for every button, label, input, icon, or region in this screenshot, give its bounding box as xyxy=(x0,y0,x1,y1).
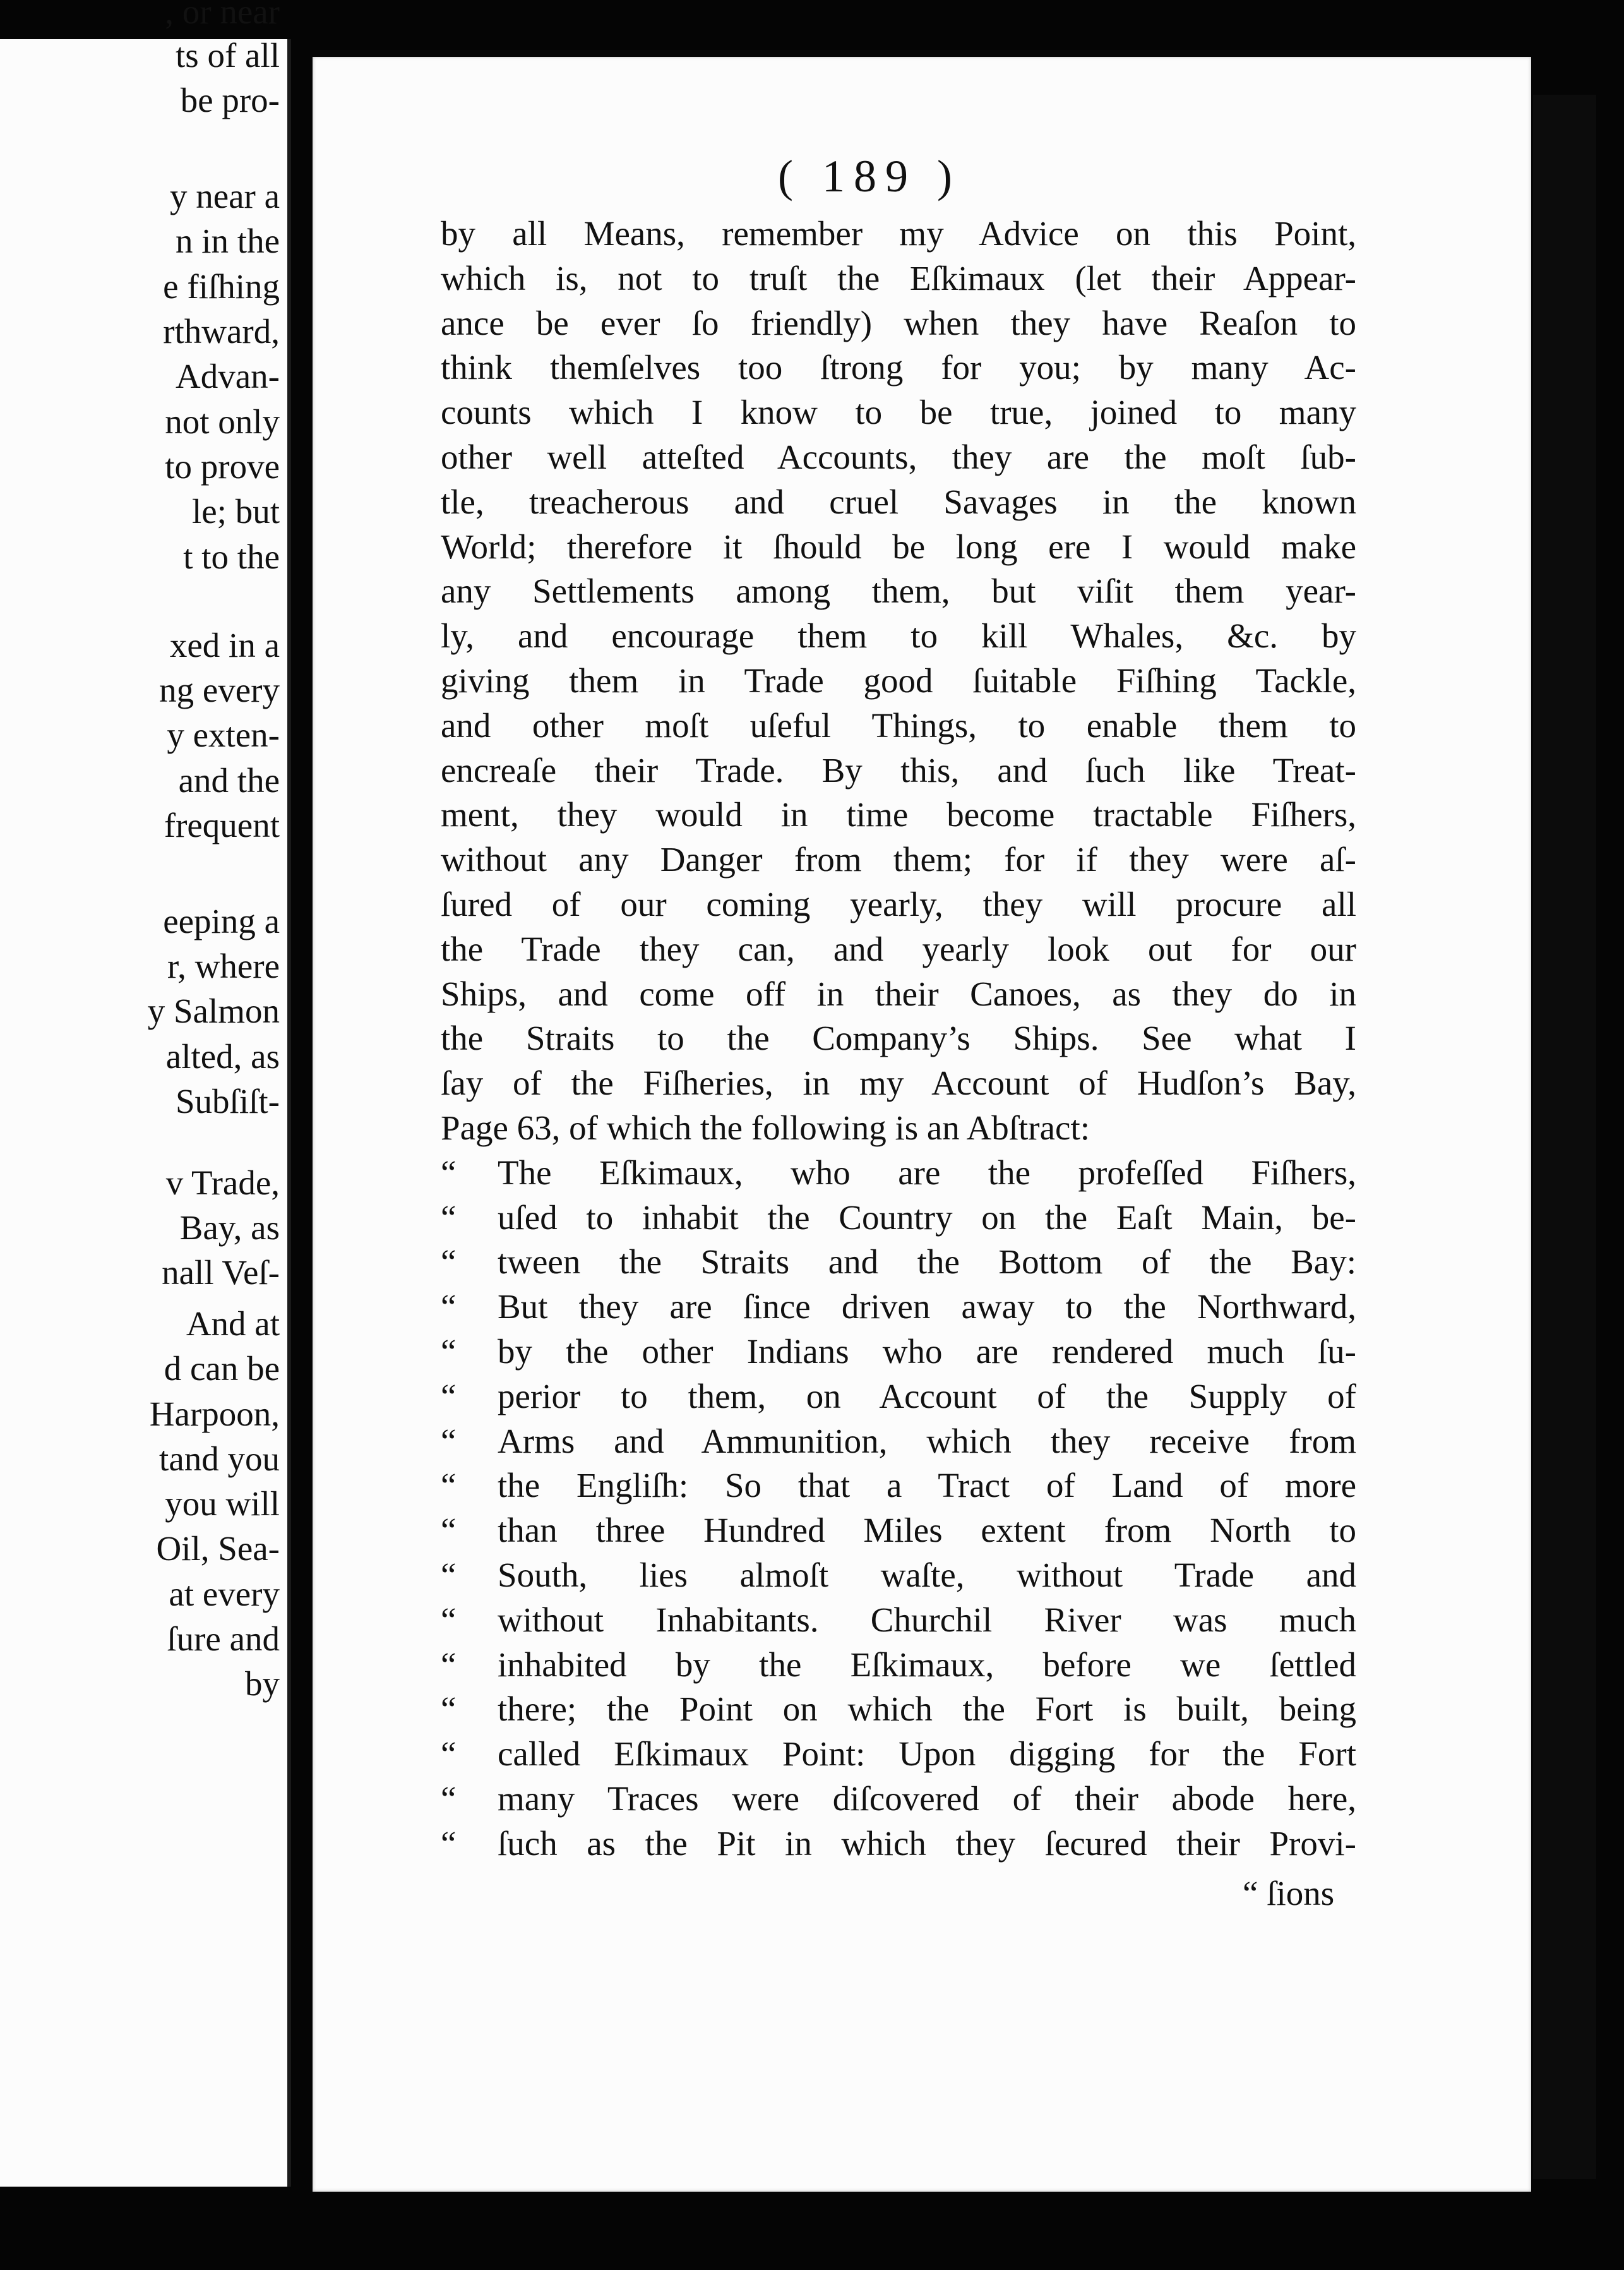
catchword: “ ſions xyxy=(1243,1874,1335,1913)
left-page-line: , or near xyxy=(165,0,280,31)
text-line xyxy=(441,301,1356,346)
line-text: ſuch as the Pit in which they ſecured their Provi- xyxy=(498,1823,1356,1863)
left-page-line: e fiſhing xyxy=(163,267,280,306)
line-text: there; the Point on which the Fort is built, being xyxy=(498,1690,1356,1729)
text-line xyxy=(441,480,1356,525)
text-line xyxy=(441,748,1356,793)
left-page-line: ſure and xyxy=(167,1619,280,1658)
left-page-line: Advan- xyxy=(176,357,280,396)
quoted-text-line xyxy=(441,1240,1356,1285)
quotation-mark: “ xyxy=(441,1823,457,1863)
left-page-line: be pro- xyxy=(180,81,280,120)
left-page-line: y near a xyxy=(169,177,280,216)
left-page-line: rthward, xyxy=(163,312,280,351)
text-line xyxy=(441,525,1356,570)
quotation-mark: “ xyxy=(441,1600,457,1639)
left-page-line: le; but xyxy=(191,492,280,531)
left-page-line: ts of all xyxy=(176,36,280,75)
left-page-line: tand you xyxy=(159,1439,280,1478)
line-text: uſed to inhabit the Country on the Eaſt Main, be- xyxy=(498,1198,1356,1237)
left-page-line: r, where xyxy=(167,947,280,986)
line-text: the Trade they can, and yearly look out for our xyxy=(441,929,1356,968)
line-text: ment, they would in time become tractable Fiſhers, xyxy=(441,795,1356,834)
text-line xyxy=(441,614,1356,659)
text-line xyxy=(441,972,1356,1017)
quotation-mark: “ xyxy=(441,1376,457,1415)
left-page-line: by xyxy=(245,1664,280,1703)
quotation-mark: “ xyxy=(441,1779,457,1818)
line-text: counts which I know to be true, joined to many xyxy=(441,393,1356,432)
left-page-line: not only xyxy=(165,402,280,441)
quotation-mark: “ xyxy=(441,1242,457,1282)
quoted-text-line xyxy=(441,1285,1356,1330)
quoted-text-line xyxy=(441,1822,1356,1866)
quotation-mark: “ xyxy=(441,1287,457,1326)
line-text: Arms and Ammunition, which they receive from xyxy=(498,1421,1356,1460)
line-text: many Traces were diſcovered of their abode here, xyxy=(498,1779,1356,1818)
quoted-text-line xyxy=(441,1508,1356,1553)
left-page-line: nall Veſ- xyxy=(162,1253,280,1292)
quotation-mark: “ xyxy=(441,1555,457,1594)
line-text: by the other Indians who are rendered much ſu- xyxy=(498,1331,1356,1371)
left-page-line: you will xyxy=(165,1484,280,1523)
quotation-mark: “ xyxy=(441,1645,457,1684)
left-page-line: n in the xyxy=(176,222,280,261)
text-line xyxy=(441,569,1356,614)
quotation-mark: “ xyxy=(441,1198,457,1237)
text-line xyxy=(441,882,1356,927)
left-page-line: v Trade, xyxy=(165,1163,280,1202)
quotation-mark: “ xyxy=(441,1690,457,1729)
quotation-mark: “ xyxy=(441,1511,457,1550)
line-text: perior to them, on Account of the Supply of xyxy=(498,1376,1356,1415)
text-line xyxy=(441,704,1356,748)
line-text: World; therefore it ſhould be long ere I would make xyxy=(441,527,1356,566)
text-line xyxy=(441,793,1356,838)
page-edge-shadow xyxy=(1533,95,1596,2179)
left-page-line: Harpoon, xyxy=(149,1394,280,1433)
left-page-line: Oil, Sea- xyxy=(156,1529,280,1568)
text-line xyxy=(441,659,1356,704)
line-text: ſay of the Fiſheries, in my Account of Hudſon’s Bay, xyxy=(441,1064,1356,1103)
line-text: the Straits to the Company’s Ships. See what I xyxy=(441,1019,1356,1058)
quoted-text-line xyxy=(441,1196,1356,1240)
quoted-text-line xyxy=(441,1643,1356,1688)
line-text: think themſelves too ſtrong for you; by many Ac- xyxy=(441,348,1356,387)
line-text: tween the Straits and the Bottom of the Bay: xyxy=(498,1242,1356,1282)
line-text: without Inhabitants. Churchil River was much xyxy=(498,1600,1356,1639)
quoted-text-line xyxy=(441,1419,1356,1464)
quoted-text-line xyxy=(441,1330,1356,1374)
left-page-line: alted, as xyxy=(165,1036,280,1076)
left-page-line: to prove xyxy=(165,447,280,486)
line-text: giving them in Trade good ſuitable Fiſhing Tackle, xyxy=(441,661,1356,700)
line-text: ly, and encourage them to kill Whales, &c. by xyxy=(441,616,1356,656)
left-page-line: and the xyxy=(178,760,280,800)
line-text: tle, treacherous and cruel Savages in the known xyxy=(441,482,1356,521)
text-line xyxy=(441,1061,1356,1106)
text-line xyxy=(441,1106,1356,1151)
line-text: the Engliſh: So that a Tract of Land of more xyxy=(498,1466,1356,1505)
left-page-line: at every xyxy=(169,1574,280,1613)
quoted-text-line xyxy=(441,1553,1356,1598)
body-text xyxy=(441,212,1356,1866)
line-text: which is, not to truſt the Eſkimaux (let their Appear- xyxy=(441,258,1356,297)
left-page-line: Subſiſt- xyxy=(175,1082,280,1120)
left-page-line: y Salmon xyxy=(147,992,280,1031)
line-text: Ships, and come off in their Canoes, as they do in xyxy=(441,974,1356,1013)
line-text: called Eſkimaux Point: Upon digging for the Fort xyxy=(498,1734,1356,1774)
left-page-line: frequent xyxy=(164,806,280,844)
quotation-mark: “ xyxy=(441,1153,457,1192)
quotation-mark: “ xyxy=(441,1421,457,1460)
line-text: any Settlements among them, but viſit them year- xyxy=(441,572,1356,611)
quoted-text-line xyxy=(441,1687,1356,1732)
quoted-text-line xyxy=(441,1374,1356,1419)
left-page-line: xed in a xyxy=(169,625,280,664)
quoted-text-line xyxy=(441,1598,1356,1643)
text-line xyxy=(441,345,1356,390)
text-line xyxy=(441,256,1356,301)
quoted-text-line xyxy=(441,1732,1356,1777)
text-line xyxy=(441,435,1356,480)
text-line xyxy=(441,390,1356,435)
line-text: than three Hundred Miles extent from North to xyxy=(498,1511,1356,1550)
quoted-text-line xyxy=(441,1777,1356,1822)
left-page-line: Bay, as xyxy=(179,1208,280,1247)
quotation-mark: “ xyxy=(441,1331,457,1371)
left-page-line: ng every xyxy=(159,671,280,710)
line-text: by all Means, remember my Advice on this Point, xyxy=(441,214,1356,253)
quoted-text-line xyxy=(441,1151,1356,1196)
line-text: ſured of our coming yearly, they will procure all xyxy=(441,884,1356,923)
left-page-line: t to the xyxy=(183,537,280,576)
line-text: Page 63, of which the following is an Abſtract: xyxy=(441,1108,1090,1147)
line-text: ance be ever ſo friendly) when they have Reaſon to xyxy=(441,303,1356,342)
text-line xyxy=(441,1016,1356,1061)
line-text: But they are ſince driven away to the Northward, xyxy=(498,1287,1356,1326)
line-text: South, lies almoſt waſte, without Trade and xyxy=(498,1555,1356,1594)
line-text: without any Danger from them; for if they were aſ- xyxy=(441,840,1356,879)
line-text: The Eſkimaux, who are the profeſſed Fiſhers, xyxy=(498,1153,1356,1192)
quotation-mark: “ xyxy=(441,1734,457,1774)
left-page-line: And at xyxy=(186,1304,280,1343)
quoted-text-line xyxy=(441,1463,1356,1508)
left-page-fragment xyxy=(0,0,291,2187)
line-text: other well atteſted Accounts, they are the moſt ſub- xyxy=(441,437,1356,476)
text-line xyxy=(441,927,1356,972)
left-page-line: y exten- xyxy=(167,716,280,755)
quotation-mark: “ xyxy=(441,1466,457,1505)
page-number: ( 189 ) xyxy=(778,151,961,201)
text-line xyxy=(441,212,1356,256)
line-text: inhabited by the Eſkimaux, before we ſettled xyxy=(498,1645,1356,1684)
line-text: encreaſe their Trade. By this, and ſuch like Treat- xyxy=(441,750,1356,790)
line-text: and other moſt uſeful Things, to enable them to xyxy=(441,706,1356,745)
left-page-line: d can be xyxy=(164,1349,280,1388)
text-line xyxy=(441,838,1356,882)
left-page-line: eeping a xyxy=(163,901,280,940)
